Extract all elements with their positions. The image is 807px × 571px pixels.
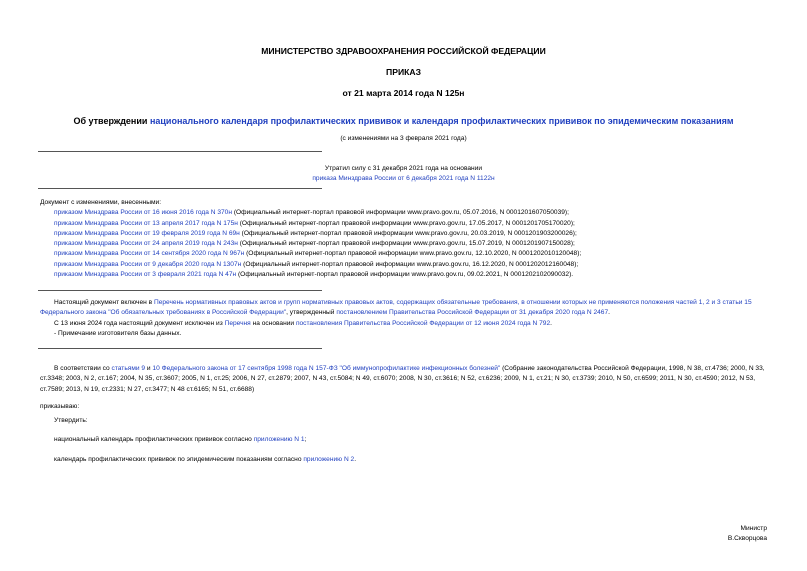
cancellation-link-line [0,174,807,184]
approval-text: ; [304,436,307,443]
appendix-1-link[interactable]: приложению N 1 [253,436,305,443]
date-number-heading: от 21 марта 2014 года N 125н [342,88,465,98]
database-notes [40,298,770,339]
change-source: (Официальный интернет-портал правовой информации www.pravo.gov.ru, 12.10.2020, N 0001202010120048); [244,250,582,258]
change-source: (Официальный интернет-портал правовой информации www.pravo.gov.ru, 17.05.2017, N 0001201705170020); [237,219,575,227]
change-link[interactable]: приказом Минздрава России от 9 декабря 2020 года N 1307н [54,260,242,268]
changes-list [40,198,582,280]
approval-text: календарь профилактических прививок по эпидемическим показаниям согласно [54,456,304,463]
change-source: (Официальный интернет-портал правовой информации www.pravo.gov.ru, 09.02.2021, N 0001202102090032). [236,271,574,279]
preamble-text: и [145,365,153,372]
document-title [0,116,807,126]
order-command: приказываю: [40,403,80,410]
approval-text: . [354,456,357,463]
note-link[interactable]: Перечня [224,319,251,327]
title-prefix: Об утверждении [73,116,150,126]
note-paragraph [40,298,770,319]
change-link[interactable]: приказом Минздрава России от 16 июня 2016 года N 370н [54,209,232,217]
preamble-paragraph [40,364,770,395]
list-item [54,260,581,270]
note-link[interactable]: Перечень нормативных правовых актов и групп нормативных правовых актов, содержащих обязательные требования, в отношении которых не применяются положения частей 1, 2 и 3 статьи 15 Федерального закона "Об обязательных требованиях в Российской Федерации" [40,299,752,317]
list-item [54,249,581,259]
approval-item-1 [54,436,306,443]
change-source: (Официальный интернет-портал правовой информации www.pravo.gov.ru, 16.12.2020, N 0001202012160048); [241,260,579,268]
note-paragraph [40,319,770,329]
change-link[interactable]: приказом Минздрава России от 13 апреля 2017 года N 175н [54,219,238,227]
preamble-text: В соответствии со [54,365,112,372]
cancellation-line: Утратил силу с 31 декабря 2021 года на основании [324,165,483,172]
divider [38,290,322,291]
divider [38,151,322,152]
approval-text: национальный календарь профилактических прививок согласно [54,436,254,443]
note-link[interactable]: постановления Правительства Российской Федерации от 12 июня 2024 года N 792 [295,319,551,327]
list-item [54,239,581,249]
note-link[interactable]: постановлением Правительства Российской Федерации от 31 декабря 2020 года N 2467 [336,309,609,317]
appendix-2-link[interactable]: приложению N 2 [303,456,355,463]
list-item [54,208,581,218]
ministry-heading: МИНИСТЕРСТВО ЗДРАВООХРАНЕНИЯ РОССИЙСКОЙ ФЕДЕРАЦИИ [261,46,546,56]
doc-type-heading: ПРИКАЗ [386,67,421,77]
divider [38,188,322,189]
change-source: (Официальный интернет-портал правовой информации www.pravo.gov.ru, 15.07.2019, N 0001201907150028); [237,240,575,248]
approval-item-2 [54,456,356,463]
list-item [54,270,581,280]
note-text: , утвержденный [286,309,337,317]
cancellation-link[interactable]: приказа Минздрава России от 6 декабря 2021 года N 1122н [312,175,495,182]
title-link[interactable]: национального календаря профилактических прививок и календаря профилактических прививок по эпидемическим показаниям [149,116,734,126]
change-source: (Официальный интернет-портал правовой информации www.pravo.gov.ru, 05.07.2016, N 0001201607050039); [231,209,569,217]
change-link[interactable]: приказом Минздрава России от 19 февраля 2019 года N 69н [54,229,240,237]
law-link[interactable]: 10 Федерального закона от 17 сентября 1998 года N 157-ФЗ "Об иммунопрофилактике инфекционных болезней" [152,365,501,372]
change-link[interactable]: приказом Минздрава России от 14 сентября 2020 года N 967н [54,250,245,258]
note-footer: - Примечание изготовителя базы данных. [54,329,182,337]
change-link[interactable]: приказом Минздрава России от 3 февраля 2021 года N 47н [54,271,237,279]
signature-name: В.Скворцова [727,535,767,542]
note-text: С 13 июня 2024 года настоящий документ исключен из [54,319,225,327]
approve-label: Утвердить: [54,417,88,424]
note-text: . [550,319,552,327]
changes-intro: Документ с изменениями, внесенными: [40,199,162,206]
note-text: . [608,309,610,317]
signature-position: Министр [740,525,767,532]
list-item [54,219,581,229]
amendments-subtitle: (с изменениями на 3 февраля 2021 года) [340,135,467,142]
divider [38,348,322,349]
note-text: на основании [250,319,296,327]
note-text: Настоящий документ включен в [54,299,154,306]
list-item [54,229,581,239]
preamble-text: (Собрание законодательства Российской Федерации, 1998, N 38, ст.4736; 2000, N 33, ст.3348; 2003, N 2, ст.167; 2004, N 35, ст.3607; 2005, N 1, ст.25; 2006, N 27, ст.2879; 2007, N 43, ст.5084; N 49, ст.6070; 2008, N 30, ст.3616; N 52, ст.6236; 2009, N 1, ст.21; N 30, ст.3739; 2010, N 50, ст.6599; 2011, N 30, ст.4590; 2012, N 53, ст.7589; 2013, N 19, ст.2331; N 27, ст.3477; N 48 ст.6165; N 51, ст.6688) [40,365,765,393]
law-article-link[interactable]: статьями 9 [111,365,146,372]
change-source: (Официальный интернет-портал правовой информации www.pravo.gov.ru, 20.03.2019, N 0001201903200026); [239,229,577,237]
change-link[interactable]: приказом Минздрава России от 24 апреля 2019 года N 243н [54,240,238,248]
